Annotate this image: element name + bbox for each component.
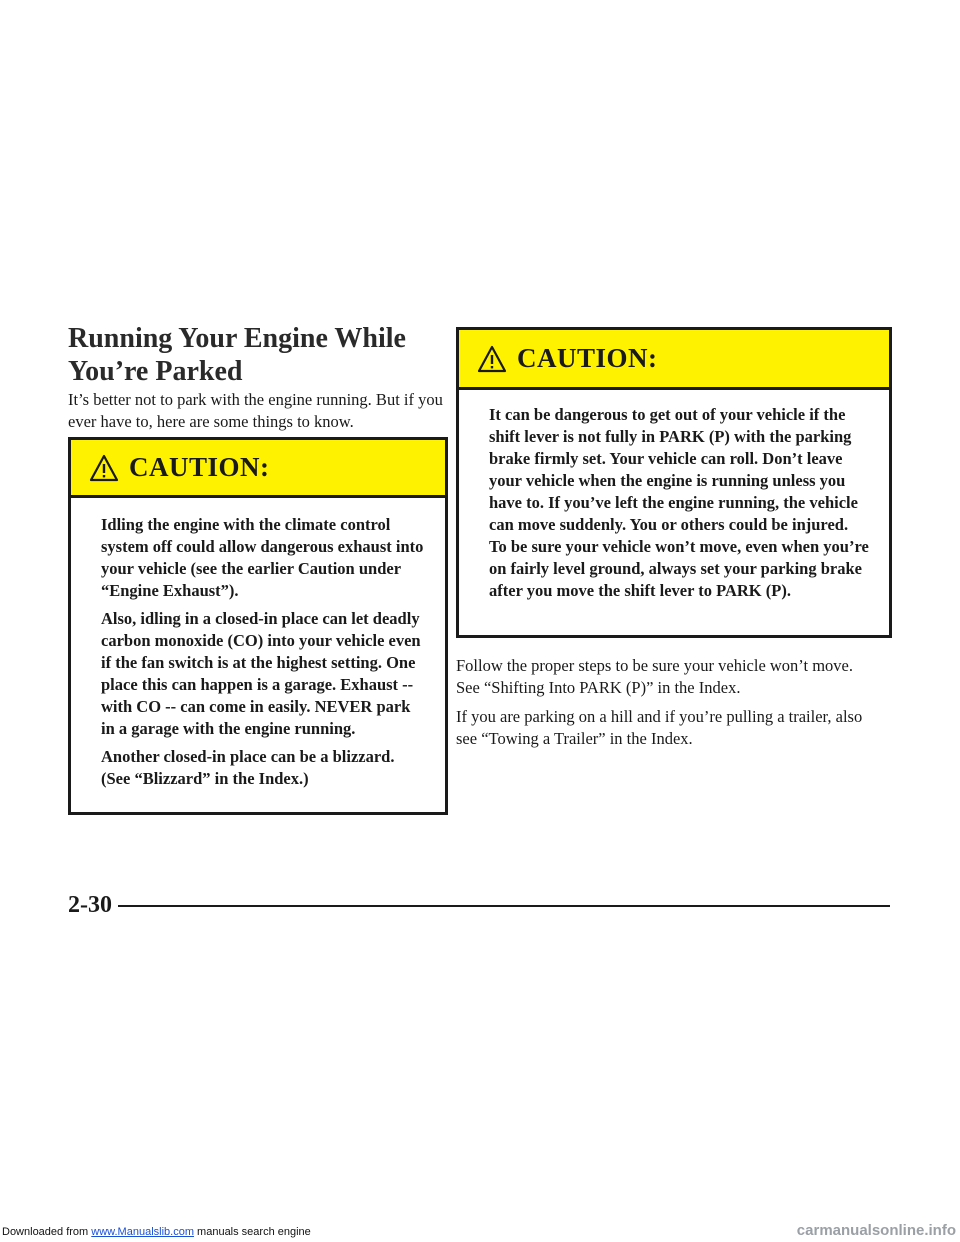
warning-triangle-icon (89, 454, 119, 482)
caution-label: CAUTION: (129, 452, 270, 482)
page-title: Running Your Engine While You’re Parked (68, 323, 406, 387)
caution-paragraph: It can be dangerous to get out of your vehicle if the shift lever is not fully in PARK (P) with the parking brake firmly set. Your vehicle can roll. Don’t leave your vehicle when the engine is running unless you have to. If you’ve left the engine running, the vehicle can move suddenly. You or others could be injured. To be sure your vehicle won’t move, even when you’re on fairly level ground, always set your parking brake after you move the shift lever to PARK (P). (489, 405, 869, 600)
caution-header (459, 330, 889, 390)
banner-suffix: manuals search engine (197, 1226, 311, 1238)
towing-paragraph: If you are parking on a hill and if you’re pulling a trailer, also see “Towing a Trailer” in the Index. (456, 707, 863, 748)
caution-paragraph: Also, idling in a closed-in place can let deadly carbon monoxide (CO) into your vehicle even if the fan switch is at the highest setting. One place this can happen is a garage. Exhaust -- with CO -- can come in easily. NEVER park in a garage with the engine running. (101, 609, 421, 738)
manualslib-link[interactable]: www.Manualslib.com (91, 1226, 194, 1238)
caution-paragraph: Idling the engine with the climate control system off could allow dangerous exhaust into your vehicle (see the earlier Caution under “Engine Exhaust”). (101, 515, 424, 600)
banner-prefix: Downloaded from (2, 1226, 89, 1238)
intro-paragraph: It’s better not to park with the engine running. But if you ever have to, here are some things to know. (68, 390, 443, 431)
footer-rule (96, 905, 890, 907)
caution-paragraph: Another closed-in place can be a blizzard. (See “Blizzard” in the Index.) (101, 747, 395, 788)
caution-box-left (68, 437, 448, 815)
page-number: 2-30 (68, 892, 118, 919)
caution-box-right (456, 327, 892, 638)
shift-park-paragraph: Follow the proper steps to be sure your vehicle won’t move. See “Shifting Into PARK (P)” in the Index. (456, 656, 853, 697)
caution-body (71, 498, 445, 790)
caution-header (71, 440, 445, 498)
download-banner (2, 1226, 311, 1238)
caution-body (459, 390, 889, 602)
watermark: carmanualsonline.info (796, 1222, 956, 1239)
caution-label: CAUTION: (517, 343, 658, 373)
warning-triangle-icon (477, 345, 507, 373)
